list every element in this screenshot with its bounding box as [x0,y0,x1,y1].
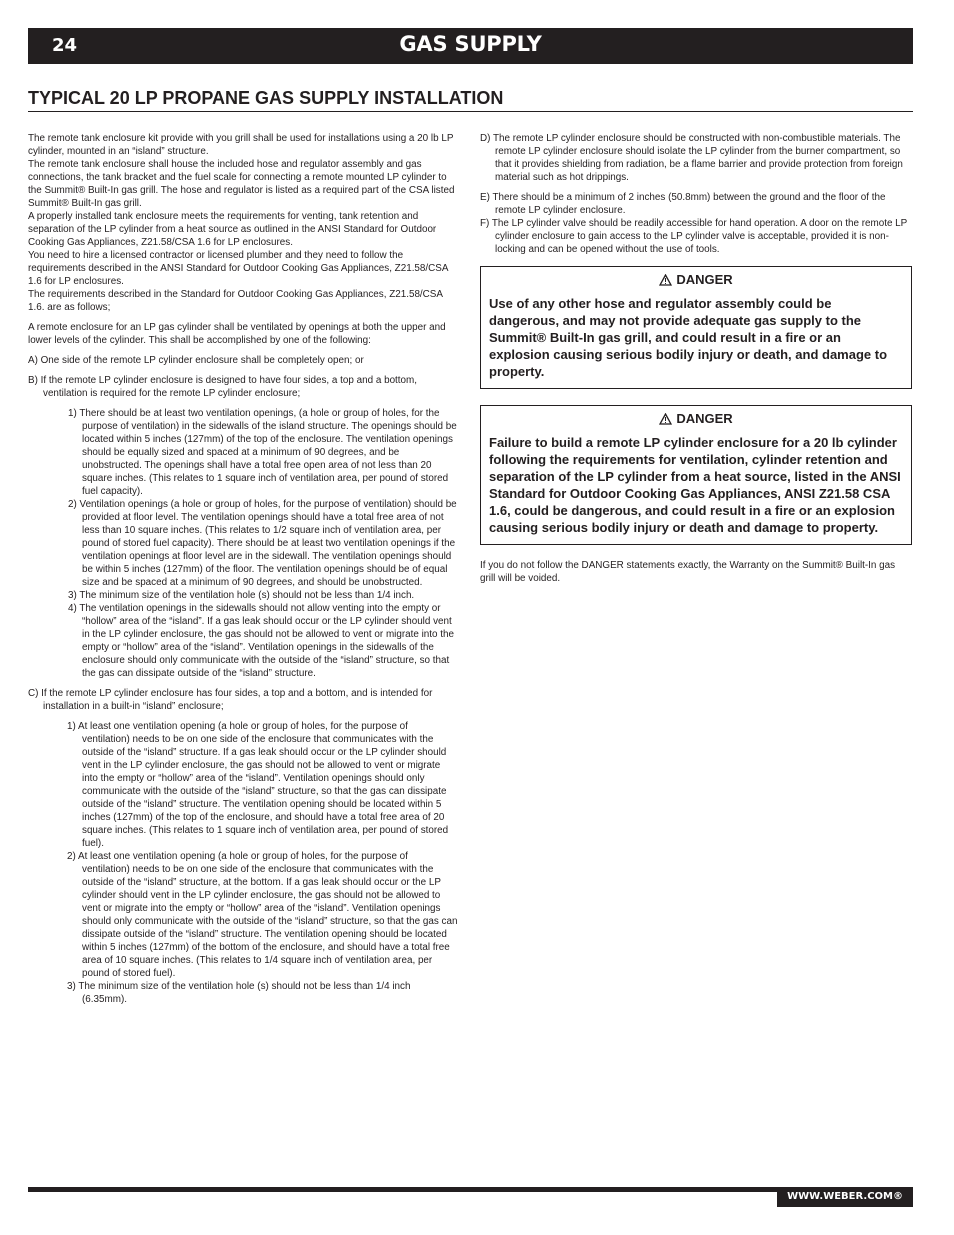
warranty-note: If you do not follow the DANGER statements exactly, the Warranty on the Summit® Built-In gas grill will be voided. [480,560,896,584]
intro-paragraph: The requirements described in the Standard for Outdoor Cooking Gas Appliances, Z21.58/CSA 1.6. are as follows; [28,289,443,313]
website-link[interactable]: WWW.WEBER.COM® [777,1187,913,1207]
section-title: TYPICAL 20 LP PROPANE GAS SUPPLY INSTALLATION [28,88,913,112]
danger-heading [489,271,903,289]
danger-label: DANGER [676,411,733,426]
list-item: 2) At least one ventilation opening (a hole or group of holes, for the purpose of ventilation) needs to be on one side of the enclosure that communicates with the outside of the “island” structure, at the bottom. If a gas leak should occur or the LP cylinder should vent in the LP cylinder enclosure, the gas should not be allowed to vent or migrate into the empty or “hollow” area of the “island”. Ventilation openings should only communicate with the outside of the “island” structure, so that the gas can dissipate outside of the “island” structure. The ventilation opening should be located within 5 inches (127mm) of the bottom of the enclosure, and should have a total free area of 10 square inches. (This relates to 1/4 square inch of ventilation area, per pound of stored fuel). [67,851,458,979]
vent-intro: A remote enclosure for an LP gas cylinder shall be ventilated by openings at both the upper and lower levels of the cylinder. This shall be accomplished by one of the following: [28,322,446,346]
item-d: D) The remote LP cylinder enclosure should be constructed with non-combustible materials. The remote LP cylinder enclosure should isolate the LP cylinder from the burner compartment, so that it provides shielding from radiation, be a flame barrier and provide protection from foreign material such as hot drippings. [480,133,903,183]
item-a: A) One side of the remote LP cylinder enclosure shall be completely open; or [28,355,364,366]
right-column [480,132,912,585]
list-item: 3) The minimum size of the ventilation hole (s) should not be less than 1/4 inch. [68,590,415,601]
header-bar [28,28,913,64]
intro-paragraph: You need to hire a licensed contractor or licensed plumber and they need to follow the requirements described in the ANSI Standard for Outdoor Cooking Gas Appliances, Z21.58/CSA 1.6 for LP enclosures. [28,250,448,287]
danger-heading [489,410,903,428]
intro-paragraph: A properly installed tank enclosure meets the requirements for venting, tank retention and separation of the LP cylinder from a heat source as outlined in the ANSI Standard for Outdoor Cooking Gas Appliances, Z21.58/CSA 1.6 for LP enclosures. [28,211,437,248]
intro-paragraph: The remote tank enclosure kit provide with you grill shall be used for installations using a 20 lb LP cylinder, mounted in an “island” structure. [28,133,454,157]
list-item: 1) There should be at least two ventilation openings, (a hole or group of holes, for the purpose of ventilation) in the sidewalls of the island structure. The openings should be located within 5 inches (127mm) of the top of the enclosure. The ventilation openings should be equally sized and spaced at a minimum of 90 degrees, and be unobstructed. The openings shall have a total free open area of not less than 20 square inches. (This relates to 1 square inch of ventilation area, per pound of stored fuel capacity). [68,408,457,497]
intro-paragraph: The remote tank enclosure shall house the included hose and regulator assembly and gas connections, the tank bracket and the fuel scale for connecting a remote mounted LP cylinder to the Summit® Built-In gas grill. The hose and regulator is listed as a required part of the CSA listed Summit® Built-In gas grill. [28,159,455,209]
danger-box [480,266,912,389]
item-e: E) There should be a minimum of 2 inches (50.8mm) between the ground and the floor of the remote LP cylinder enclosure. [480,192,886,216]
list-item: 1) At least one ventilation opening (a hole or group of holes, for the purpose of ventilation) needs to be on one side of the enclosure that communicates with the outside of the “island” structure. If a gas leak should occur or the LP cylinder should vent in the LP cylinder enclosure, the gas should not be allowed to vent or migrate into the empty or “hollow” area of the “island”. Ventilation openings should only communicate with the outside of the “island” structure, so that the gas can dissipate outside of the “island” structure. The ventilation opening should be located within 5 inches (127mm) of the top of the enclosure, and should have a total free area of 20 square inches. (This relates to 1 square inch of ventilation area, per pound of stored fuel). [67,721,449,849]
item-c: C) If the remote LP cylinder enclosure has four sides, a top and a bottom, and is intended for installation in a built-in “island” enclosure; [28,688,433,712]
danger-text: Use of any other hose and regulator assembly could be dangerous, and may not provide adequate gas supply to the Summit® Built-In gas grill, and could result in a fire or an explosion causing serious bodily injury or death, and damage to property. [489,296,888,379]
warning-icon [659,413,672,425]
item-f: F) The LP cylinder valve should be readily accessible for hand operation. A door on the remote LP cylinder enclosure to gain access to the LP cylinder valve is acceptable, provided it is non-locking and can be opened without the use of tools. [480,218,908,255]
warning-icon [659,274,672,286]
page-title: GAS SUPPLY [399,32,542,56]
page-number: 24 [52,35,78,56]
item-b: B) If the remote LP cylinder enclosure is designed to have four sides, a top and a bottom, ventilation is required for the remote LP cylinder enclosure; [28,375,418,399]
danger-box [480,405,912,545]
list-item: 3) The minimum size of the ventilation hole (s) should not be less than 1/4 inch (6.35mm). [67,981,411,1005]
list-item: 2) Ventilation openings (a hole or group of holes, for the purpose of ventilation) should be provided at floor level. The ventilation openings should have a total free area of not less than 10 square inches. (This relates to 1/2 square inch of ventilation area, per pound of stored fuel capacity). There should be at least two ventilation openings if the ventilation openings at floor level are in the sidewall. The ventilation openings should be within 5 inches (127mm) of the floor. The ventilation openings should be of equal size and be spaced at a minimum of 90 degrees, and should be unobstructed. [68,499,457,588]
danger-label: DANGER [676,272,733,287]
list-item: 4) The ventilation openings in the sidewalls should not allow venting into the empty or “hollow” area of the “island”. If a gas leak should occur or the LP cylinder should vent in the LP cylinder enclosure, the gas should not be allowed to vent or migrate into the empty or “hollow” area of the “island”. Ventilation openings in the sidewalls of the enclosure should only communicate with the outside of the “island” structure, so that the gas can dissipate outside of the “island” structure. [68,603,455,679]
danger-text: Failure to build a remote LP cylinder enclosure for a 20 lb cylinder following the requirements for ventilation, cylinder retention and separation of the LP cylinder from a heat source, listed in the ANSI Standard for Outdoor Cooking Gas Appliances, ANSI Z21.58 CSA 1.6, could be dangerous, and could result in a fire or an explosion causing serious bodily injury or death and damage to property. [489,435,901,535]
left-column [28,132,458,1006]
